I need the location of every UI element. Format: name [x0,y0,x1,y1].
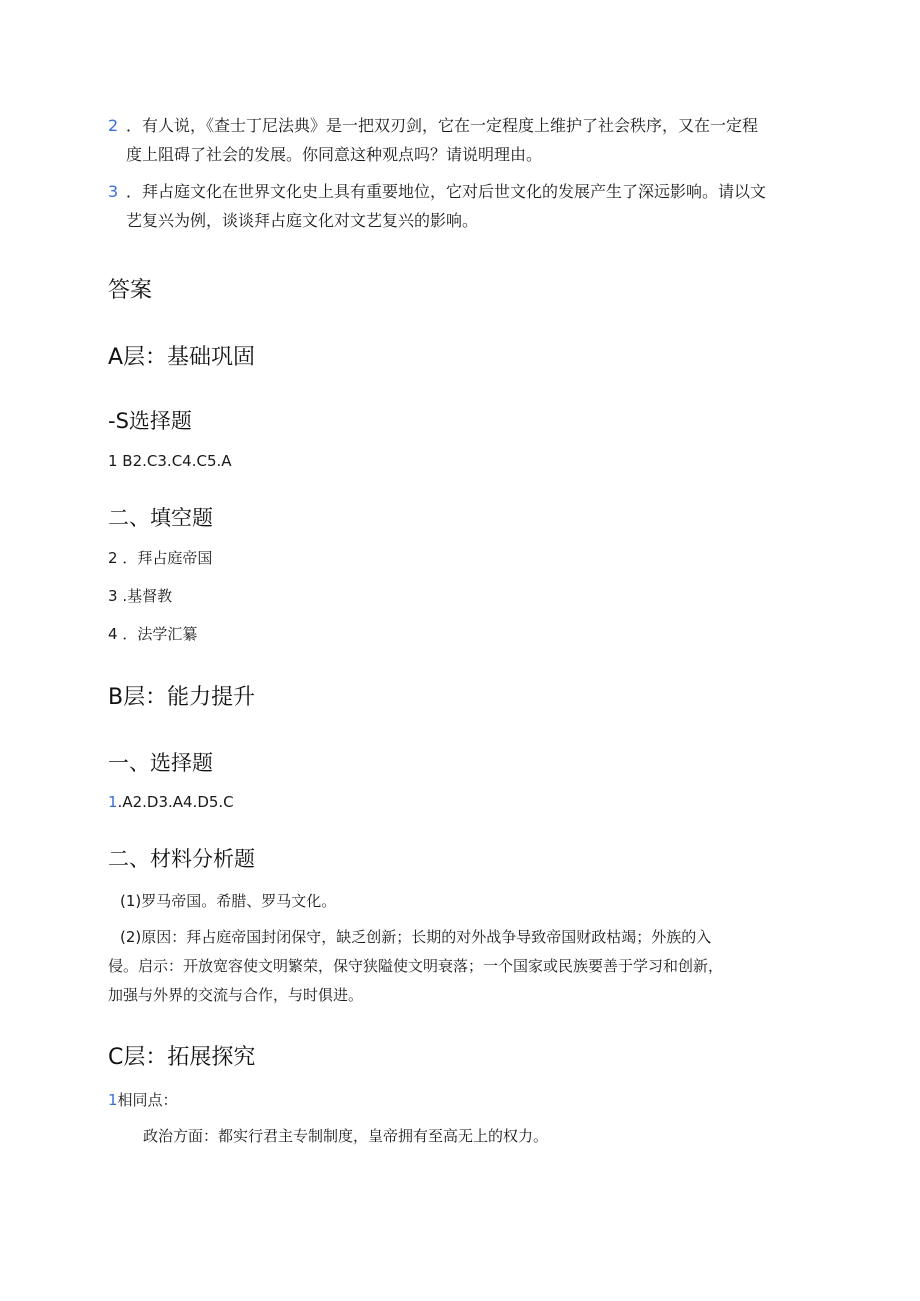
analysis-answer-2-line: (2)原因：拜占庭帝国封闭保守，缺乏创新；长期的对外战争导致帝国财政枯竭；外族的入 [120,928,712,946]
question-2 [108,111,808,169]
mc-rest: .A2.D3.A4.D5.C [117,793,234,811]
section-a-mc-answers: 1 B2.C3.C4.C5.A [108,452,232,470]
section-b-mc-answers [108,793,234,811]
section-c-item-label: 相同点： [117,1091,178,1109]
analysis-answer-2-line: 侵。启示：开放宽容使文明繁荣，保守狭隘使文明衰落；一个国家或民族要善于学习和创新， [108,957,724,975]
question-number: 3 [108,182,119,201]
mc-first-number: 1 [108,793,118,811]
fill-item-text: ．法学汇纂 [122,625,198,643]
question-text-continued: 度上阻碍了社会的发展。你同意这种观点吗？请说明理由。 [126,145,543,164]
analysis-answer-2-line: 加强与外界的交流与合作，与时俱进。 [108,986,364,1004]
answer-title: 答案 [108,278,153,303]
fill-item-number: 3 [108,587,118,605]
section-c-title: C层：拓展探究 [108,1045,256,1070]
analysis-answer-2 [108,923,808,1010]
fill-item-number: 2 [108,549,118,567]
section-a-mc-title: -S选择题 [108,409,192,433]
question-text: ．拜占庭文化在世界文化史上具有重要地位，它对后世文化的发展产生了深远影响。请以文 [126,182,767,201]
fill-item [108,585,172,606]
question-number: 2 [108,116,119,135]
section-b-title: B层：能力提升 [108,685,256,710]
question-3 [108,177,808,235]
fill-item [108,547,212,568]
section-c-item-text: 政治方面：都实行君主专制制度，皇帝拥有至高无上的权力。 [143,1127,549,1145]
section-b-analysis-title: 二、材料分析题 [108,847,255,871]
analysis-answer-1: (1)罗马帝国。希腊、罗马文化。 [120,892,337,910]
fill-item-text: ．拜占庭帝国 [122,549,213,567]
section-a-fill-title: 二、填空题 [108,506,213,530]
section-b-mc-title: 一、选择题 [108,751,213,775]
fill-item-number: 4 [108,625,118,643]
fill-item [108,623,197,644]
section-c-item-number: 1 [108,1091,118,1109]
fill-item-text: .基督教 [122,587,173,605]
question-text: ．有人说，《查士丁尼法典》是一把双刃剑，它在一定程度上维护了社会秩序，又在一定程 [126,116,759,135]
section-c-item [108,1089,178,1110]
question-text-continued: 艺复兴为例，谈谈拜占庭文化对文艺复兴的影响。 [126,211,479,230]
section-a-title: A层：基础巩固 [108,345,256,370]
